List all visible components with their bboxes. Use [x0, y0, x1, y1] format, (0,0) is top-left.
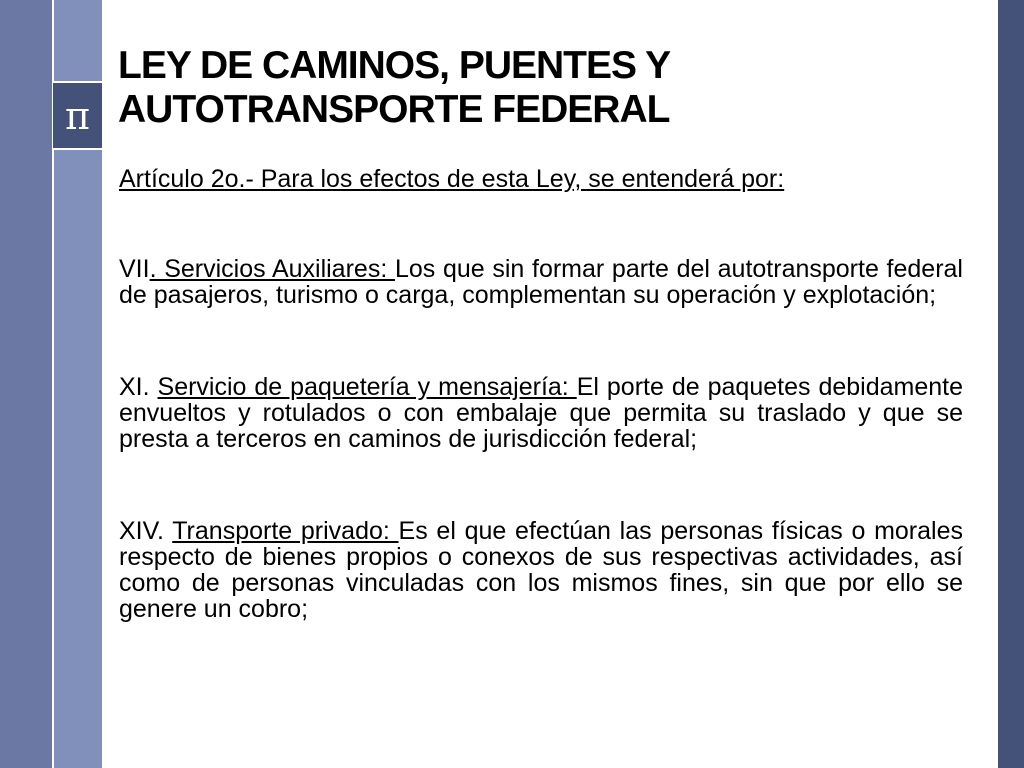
- title-line-1: LEY DE CAMINOS, PUENTES Y: [118, 44, 671, 87]
- definition-number: VII: [119, 255, 150, 283]
- definition-xiv: [119, 518, 963, 622]
- definition-xi: [119, 374, 963, 452]
- article-intro: Artículo 2o.- Para los efectos de esta Ley, se entenderá por:: [119, 165, 785, 193]
- definition-vii: [119, 256, 963, 308]
- definition-text: El porte de paquetes debidamente envueltos y rotulados o con embalaje que permita su traslado y que se presta a terceros en caminos de jurisdicción federal;: [119, 373, 963, 453]
- slide-body: [119, 166, 963, 622]
- definition-term: Transporte privado:: [172, 517, 399, 545]
- pi-icon: π: [65, 93, 90, 138]
- left-accent-bar-outer: [0, 0, 52, 768]
- slide-title: [118, 44, 978, 132]
- definition-text: Es el que efectúan las personas físicas o morales respecto de bienes propios o conexos de sus respectivas actividades, así como de personas vinculadas con los mismos fines, sin que por ello se genere un cobro;: [119, 517, 963, 623]
- pi-badge: [53, 81, 102, 150]
- definition-term: Servicio de paquetería y mensajería:: [157, 373, 577, 401]
- definition-number: XIV.: [119, 517, 173, 545]
- definition-term: . Servicios Auxiliares:: [149, 255, 395, 283]
- definition-text: Los que sin formar parte del autotransporte federal de pasajeros, turismo o carga, complementan su operación y explotación;: [119, 255, 963, 309]
- title-line-2: AUTOTRANSPORTE FEDERAL: [118, 88, 670, 131]
- definition-number: XI.: [119, 373, 158, 401]
- right-accent-bar: [998, 0, 1024, 768]
